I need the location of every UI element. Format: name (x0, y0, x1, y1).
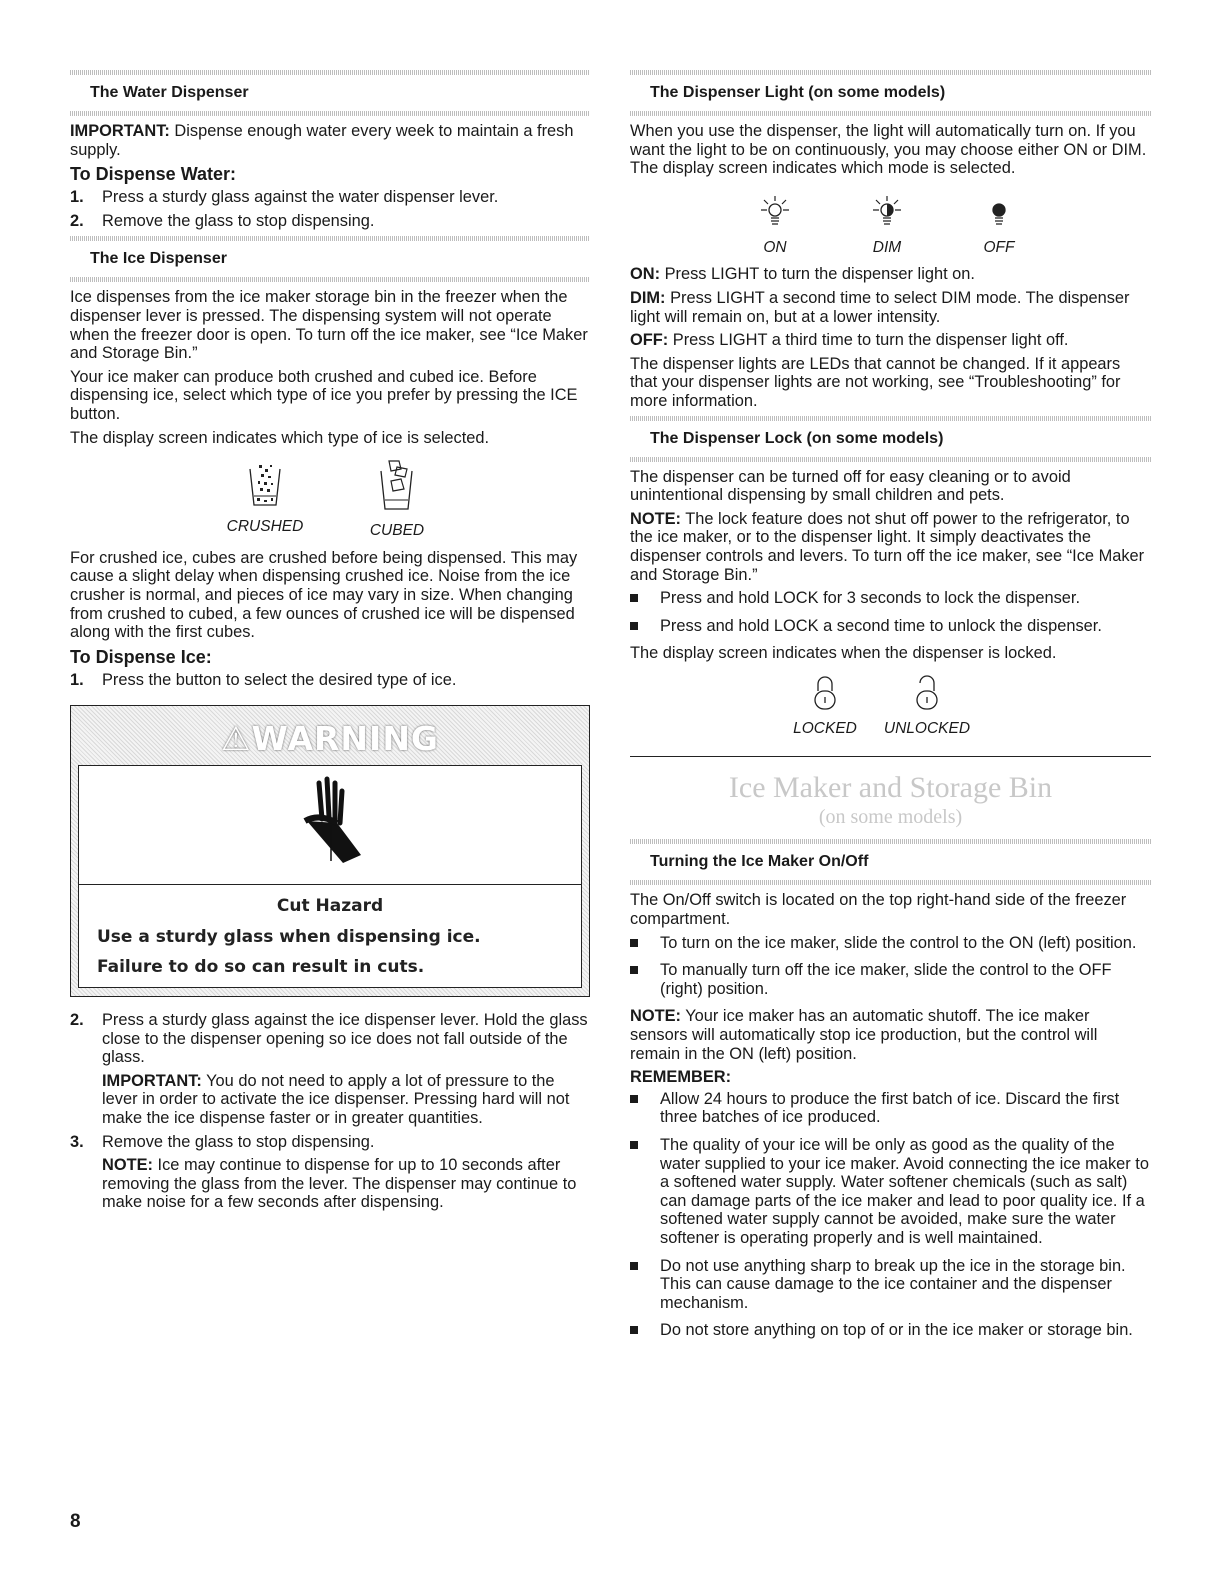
to-dispense-water-heading: To Dispense Water: (70, 164, 237, 185)
light-off-description (630, 331, 1151, 350)
ice-paragraph-3: The display screen indicates which type of ice is selected. (70, 428, 490, 447)
left-column (70, 70, 590, 1218)
note-label: NOTE: (102, 1156, 153, 1175)
list-item-text: Allow 24 hours to produce the first batch of ice. Discard the first three batches of ice produced. (660, 1089, 1120, 1127)
list-item (630, 1136, 1151, 1248)
cubed-label: CUBED (369, 522, 425, 540)
list-item (630, 1257, 1151, 1313)
icemaker-note (630, 1007, 1151, 1063)
warning-text-panel (78, 885, 582, 988)
note-text: You do not need to apply a lot of pressure to the lever in order to activate the ice dispenser. Pressing hard will not make the ice dispense faster or in greater quantities. (102, 1071, 570, 1128)
water-step (70, 188, 590, 207)
cubed-ice-icon (375, 457, 419, 515)
ice-step (70, 1133, 590, 1212)
ice-paragraph-2: Your ice maker can produce both crushed and cubed ice. Before dispensing ice, select which type of ice you prefer by pressing the ICE button. (70, 367, 578, 423)
light-paragraph-2: The dispenser lights are LEDs that cannot be changed. If it appears that your dispenser lights are not working, see “Troubleshooting” for more information. (630, 354, 1121, 410)
step-text: Press a sturdy glass against the ice dispenser lever. Hold the glass close to the dispenser opening so ice does not fall outside of the glass. (102, 1011, 588, 1067)
step-text: Remove the glass to stop dispensing. (102, 1132, 375, 1151)
list-item (630, 934, 1151, 953)
water-step (70, 212, 590, 231)
step-note (102, 1072, 590, 1128)
dim-text: Press LIGHT a second time to select DIM mode. The dispenser light will remain on, but at a lower intensity. (630, 288, 1130, 326)
ice-step (70, 671, 590, 690)
warning-line: Use a sturdy glass when dispensing ice. (97, 926, 481, 947)
lock-icons (630, 673, 1151, 739)
lock-paragraph-1: The dispenser can be turned off for easy cleaning or to avoid unintentional dispensing by small children and pets. (630, 467, 1071, 505)
light-on-indicator (745, 188, 805, 258)
step-number: 1. (70, 188, 84, 207)
list-item-text: Press and hold LOCK a second time to unlock the dispenser. (660, 616, 1102, 635)
warning-title: ⚠WARNING (220, 718, 440, 758)
light-off-label: OFF (983, 238, 1015, 256)
section-title-block (630, 756, 1151, 829)
icemaker-bullets (630, 934, 1151, 999)
light-on-label: ON (763, 238, 787, 256)
light-dim-label: DIM (872, 238, 902, 256)
list-item (630, 617, 1151, 636)
warning-pictogram (78, 765, 582, 885)
list-item (630, 1090, 1151, 1127)
ice-paragraph-1: Ice dispenses from the ice maker storage bin in the freezer when the dispenser lever is pressed. The dispensing system will not operate when the freezer door is open. To turn off the ice maker, see “Ice Maker and Storage Bin.” (70, 288, 588, 363)
lock-note (630, 510, 1151, 584)
page-number: 8 (70, 1511, 81, 1532)
warning-line: Failure to do so can result in cuts. (97, 957, 425, 978)
hazard-name: Cut Hazard (276, 896, 384, 917)
remember-bullets (630, 1090, 1151, 1340)
lock-paragraph-2: The display screen indicates when the dispenser is locked. (630, 644, 1057, 663)
off-text: Press LIGHT a third time to turn the dispenser light off. (668, 331, 1069, 350)
crushed-label: CRUSHED (226, 518, 304, 536)
list-item-text: To turn on the ice maker, slide the control to the ON (left) position. (660, 933, 1137, 952)
step-note (102, 1156, 590, 1212)
list-item (630, 1321, 1151, 1340)
on-text: Press LIGHT to turn the dispenser light on. (660, 265, 975, 284)
light-off-indicator (969, 188, 1029, 258)
step-text: Press a sturdy glass against the water dispenser lever. (102, 188, 499, 207)
light-off-icon (984, 188, 1014, 232)
unlocked-label: UNLOCKED (883, 719, 971, 737)
important-text: Dispense enough water every week to maintain a fresh supply. (70, 122, 574, 159)
dim-label: DIM: (630, 288, 666, 307)
locked-label: LOCKED (793, 719, 857, 737)
note-label: IMPORTANT: (102, 1071, 202, 1090)
light-dim-description (630, 289, 1151, 326)
step-number: 1. (70, 670, 84, 689)
ice-step (70, 1011, 590, 1128)
on-label: ON: (630, 265, 661, 284)
list-item (630, 589, 1151, 608)
step-number: 2. (70, 211, 84, 230)
ice-type-icons (70, 457, 590, 541)
bullet-icon (630, 622, 638, 630)
step-text: Remove the glass to stop dispensing. (102, 211, 375, 230)
warning-band (78, 713, 582, 765)
icemaker-paragraph-1: The On/Off switch is located on the top right-hand side of the freezer compartment. (630, 891, 1127, 929)
light-on-icon (760, 188, 790, 232)
list-item-text: Do not use anything sharp to break up the ice in the storage bin. This can cause damage to the ice container and the dispenser mechanism. (660, 1256, 1126, 1312)
ice-paragraph-4: For crushed ice, cubes are crushed before being dispensed. This may cause a slight delay when dispensing crushed ice. Noise from the ice crusher is normal, and pieces of ice may vary in size. When changing from crushed to cubed, a few ounces of crushed ice will be dispensed along with the first cubes. (70, 548, 578, 642)
note-text: The lock feature does not shut off power to the refrigerator, to the ice maker, or to the dispenser light. It simply deactivates the dispenser controls and levers. To turn off the ice maker, see “Ice Maker and Storage Bin.” (630, 509, 1145, 584)
locked-indicator (785, 673, 865, 739)
bullet-icon (630, 1326, 638, 1334)
right-column (630, 70, 1151, 1349)
list-item (630, 961, 1151, 998)
water-important-paragraph (70, 122, 590, 159)
step-number: 3. (70, 1132, 84, 1151)
light-on-description (630, 265, 1151, 284)
off-label: OFF: (630, 331, 669, 350)
warning-box (70, 705, 590, 997)
light-dim-indicator (857, 188, 917, 258)
cut-hand-icon (285, 775, 375, 875)
important-label: IMPORTANT: (70, 122, 170, 140)
crushed-indicator (225, 457, 305, 541)
ice-steps (70, 671, 590, 690)
ice-steps-continued (70, 1011, 590, 1212)
bullet-icon (630, 939, 638, 947)
step-number: 2. (70, 1011, 84, 1030)
water-steps (70, 188, 590, 230)
list-item-text: To manually turn off the ice maker, slide the control to the OFF (right) position. (660, 961, 1112, 998)
bullet-icon (630, 1095, 638, 1103)
ice-maker-on-off-heading: Turning the Ice Maker On/Off (630, 839, 1151, 885)
dispenser-lock-heading: The Dispenser Lock (on some models) (630, 416, 1151, 462)
remember-heading: REMEMBER: (630, 1068, 732, 1087)
lock-bullets (630, 589, 1151, 635)
dispenser-light-heading: The Dispenser Light (on some models) (630, 70, 1151, 116)
ice-dispenser-heading: The Ice Dispenser (70, 236, 590, 282)
crushed-ice-icon (245, 457, 285, 511)
section-subtitle: (on some models) (818, 806, 963, 829)
bullet-icon (630, 966, 638, 974)
unlocked-icon (912, 673, 942, 713)
list-item-text: Press and hold LOCK for 3 seconds to lock the dispenser. (660, 589, 1081, 608)
list-item-text: Do not store anything on top of or in the ice maker or storage bin. (660, 1321, 1133, 1340)
locked-icon (810, 673, 840, 713)
list-item-text: The quality of your ice will be only as good as the quality of the water supplied to your ice maker. Avoid connecting the ice maker to a softened water supply. Water softener chemicals (such as salt) can damage parts of the ice maker and lead to poor quality ice. If a softened water supply cannot be avoided, make sure the water softener is operating properly and is well maintained. (660, 1136, 1149, 1247)
step-text: Press the button to select the desired type of ice. (102, 670, 457, 689)
note-label: NOTE: (630, 509, 681, 528)
note-label: NOTE: (630, 1007, 681, 1026)
note-text: Ice may continue to dispense for up to 10 seconds after removing the glass from the lever. The dispenser may continue to make noise for a few seconds after dispensing. (102, 1156, 577, 1212)
water-dispenser-heading: The Water Dispenser (70, 70, 590, 116)
light-dim-icon (872, 188, 902, 232)
bullet-icon (630, 1262, 638, 1270)
light-paragraph-1: When you use the dispenser, the light will automatically turn on. If you want the light to be on continuously, you may choose either ON or DIM. The display screen indicates which mode is selected. (630, 122, 1147, 178)
note-text: Your ice maker has an automatic shutoff. The ice maker sensors will automatically stop ice production, but the control will remain in the ON (left) position. (630, 1007, 1098, 1063)
section-title: Ice Maker and Storage Bin (728, 771, 1053, 805)
unlocked-indicator (877, 673, 977, 739)
to-dispense-ice-heading: To Dispense Ice: (70, 646, 212, 667)
bullet-icon (630, 1141, 638, 1149)
light-mode-icons (630, 188, 1151, 258)
bullet-icon (630, 594, 638, 602)
cubed-indicator (357, 457, 437, 541)
